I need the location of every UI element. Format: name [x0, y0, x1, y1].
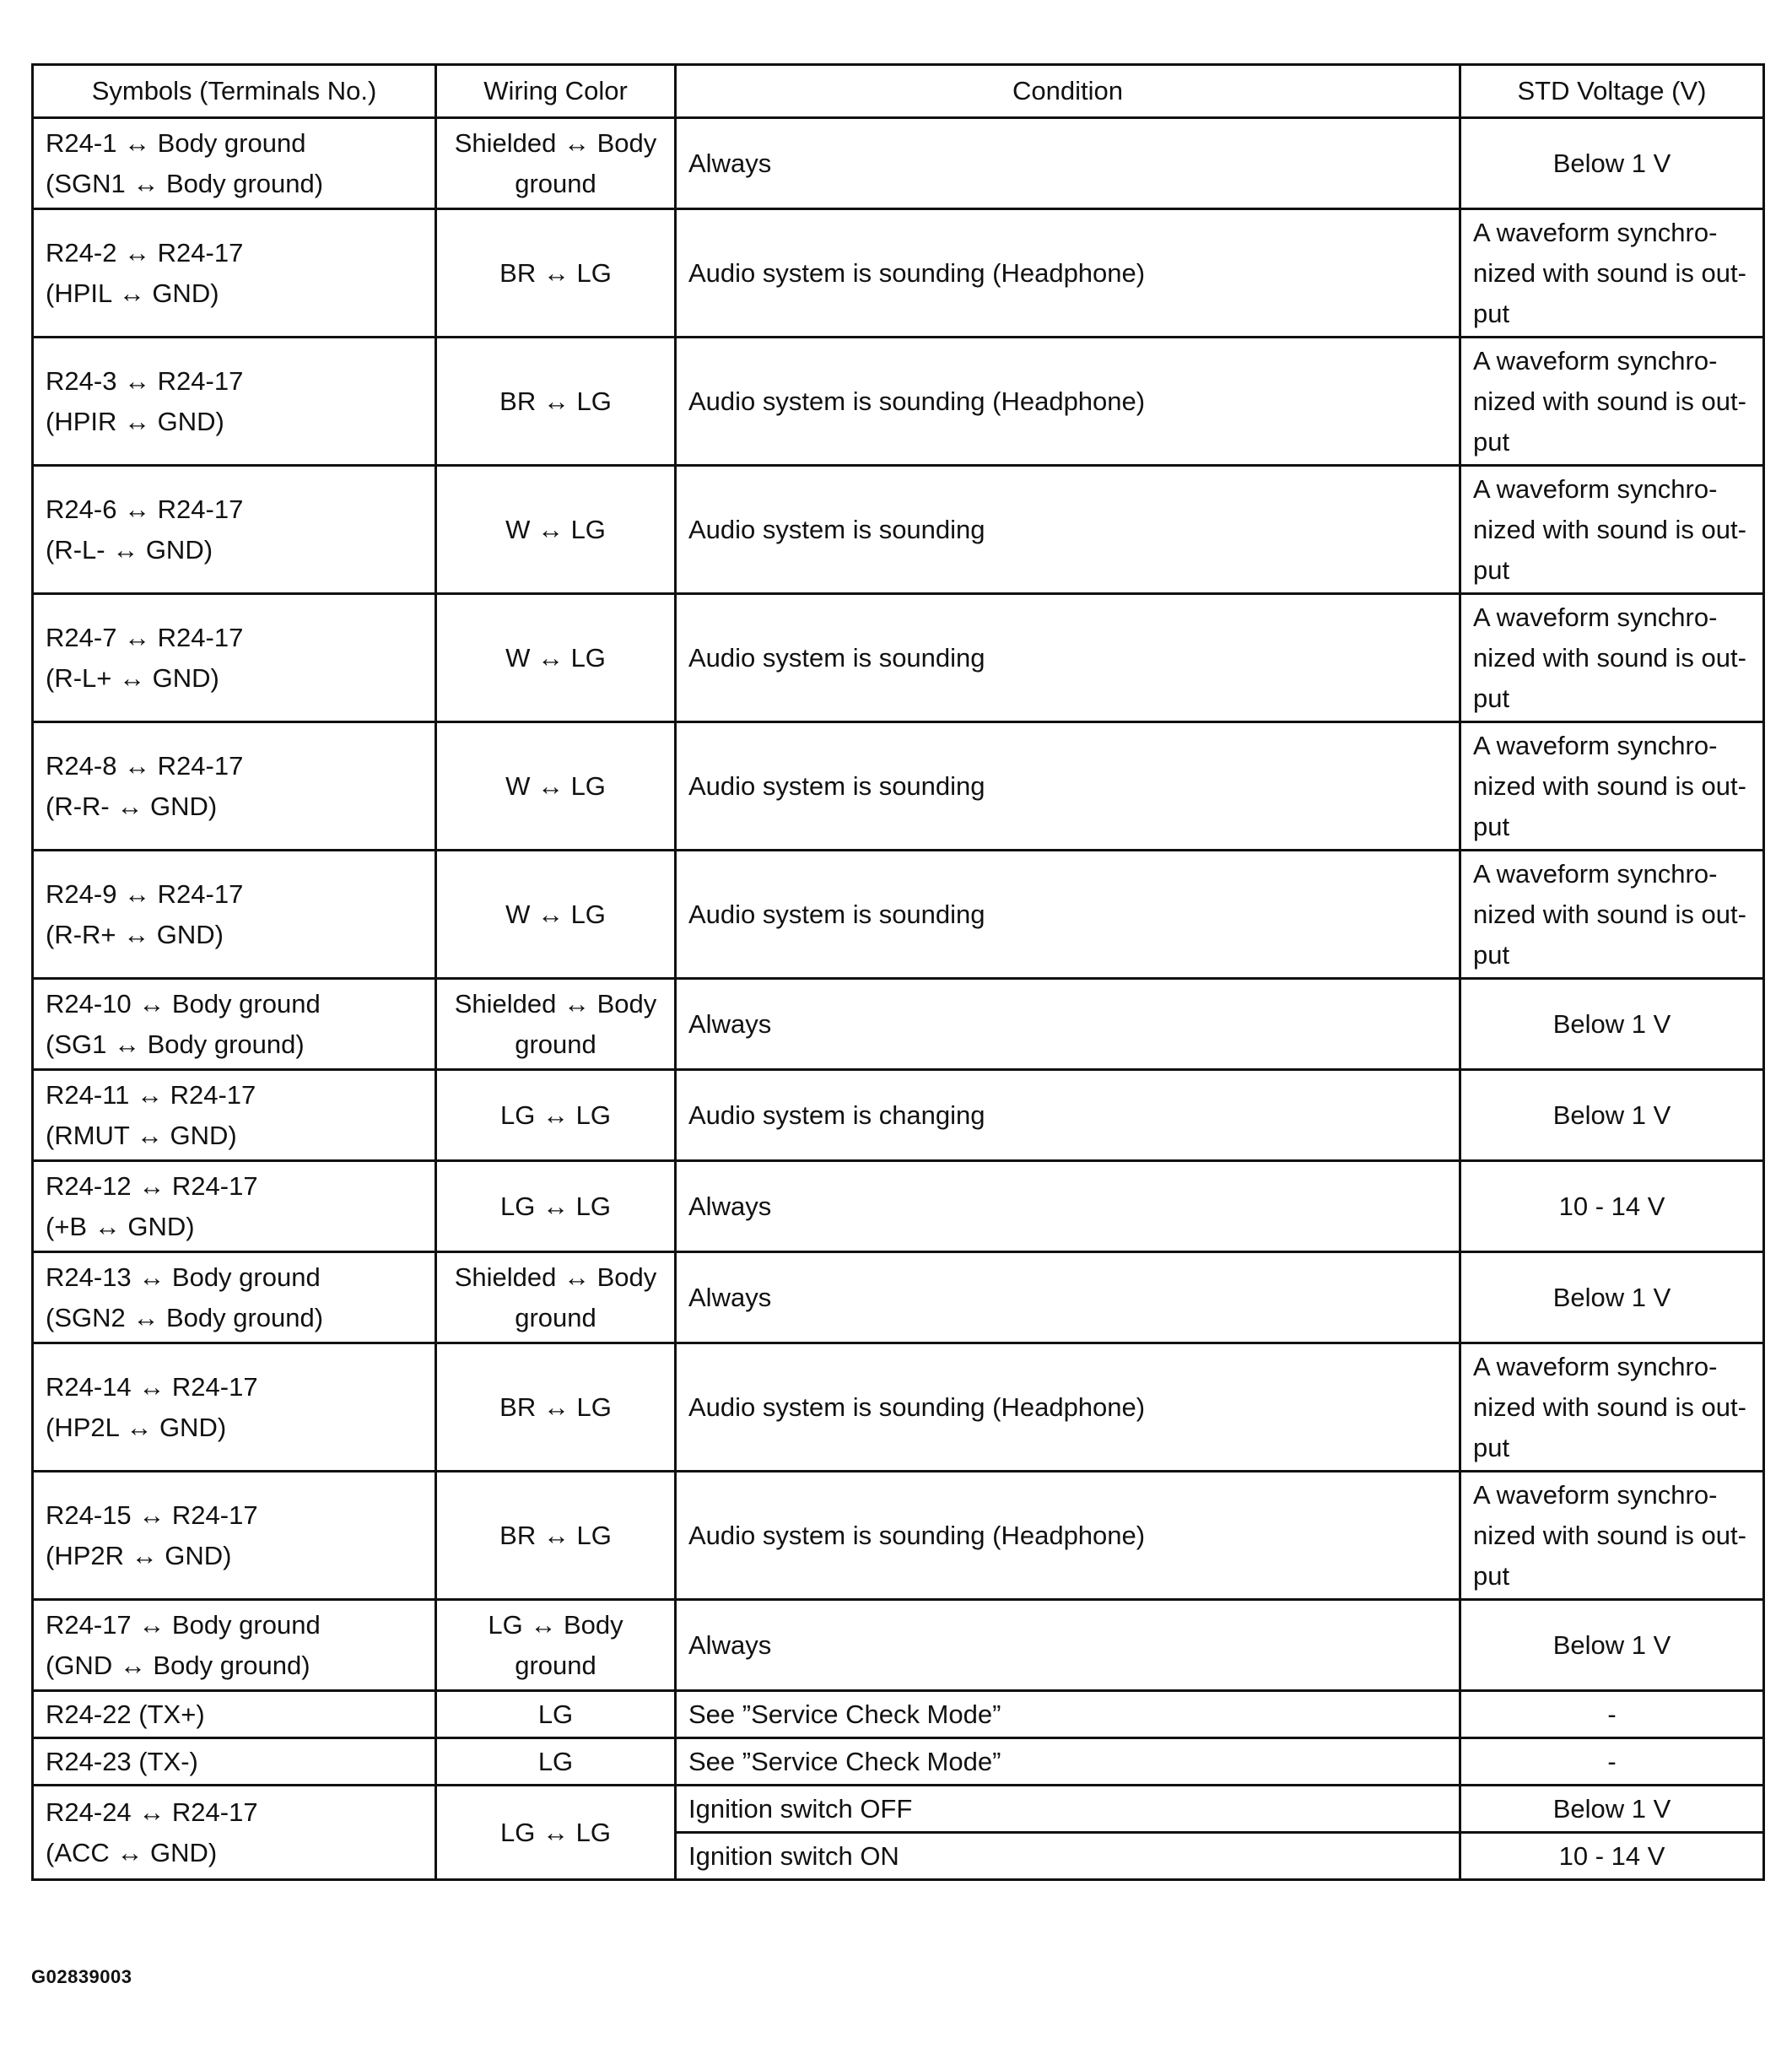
- table-row: [33, 118, 1764, 209]
- symbol-line: R24-15 ↔ R24-17: [46, 1500, 258, 1530]
- table-row: [33, 722, 1764, 851]
- condition-cell: Audio system is sounding (Headphone): [676, 338, 1460, 466]
- table-row: [33, 1070, 1764, 1161]
- wiring-color-line: Shielded ↔ Body: [454, 127, 657, 158]
- std-voltage-line: nized with sound is out-: [1473, 1391, 1746, 1422]
- symbol-cell: [33, 1161, 436, 1252]
- symbol-cell: [33, 1343, 436, 1472]
- symbol-line: (+B ↔ GND): [46, 1211, 195, 1241]
- table-header-row: [33, 65, 1764, 118]
- wiring-color-line: LG ↔ LG: [500, 1191, 611, 1221]
- symbol-line: R24-7 ↔ R24-17: [46, 622, 244, 652]
- wiring-color-cell: [436, 1161, 676, 1252]
- std-voltage-line: put: [1473, 298, 1510, 328]
- std-voltage-cell: [1460, 1472, 1764, 1600]
- wiring-color-line: ground: [515, 1650, 596, 1680]
- std-voltage-line: put: [1473, 1560, 1510, 1591]
- std-voltage-cell: [1460, 118, 1764, 209]
- symbol-cell: [33, 1738, 436, 1786]
- wiring-color-cell: [436, 1600, 676, 1691]
- wiring-color-cell: [436, 722, 676, 851]
- symbol-line: (R-L- ↔ GND): [46, 534, 213, 565]
- table-row: [33, 1252, 1764, 1343]
- symbol-line: (HP2L ↔ GND): [46, 1412, 227, 1442]
- symbol-cell: [33, 594, 436, 722]
- condition-cell: Audio system is sounding: [676, 466, 1460, 594]
- std-voltage-line: nized with sound is out-: [1473, 899, 1746, 929]
- std-voltage-line: A waveform synchro-: [1473, 1479, 1718, 1510]
- std-voltage-line: put: [1473, 811, 1510, 841]
- condition-cell: Audio system is changing: [676, 1070, 1460, 1161]
- std-voltage-cell: 10 - 14 V: [1460, 1833, 1764, 1880]
- condition-cell: Always: [676, 979, 1460, 1070]
- table-row: [33, 1161, 1764, 1252]
- header-wiring-color: Wiring Color: [436, 65, 676, 118]
- std-voltage-cell: [1460, 1691, 1764, 1738]
- terminal-voltage-table: [31, 63, 1765, 1881]
- wiring-color-cell: [436, 1472, 676, 1600]
- wiring-color-line: W ↔ LG: [505, 770, 606, 801]
- wiring-color-line: Shielded ↔ Body: [454, 1262, 657, 1292]
- symbol-line: R24-17 ↔ Body ground: [46, 1609, 321, 1640]
- symbol-line: (SGN2 ↔ Body ground): [46, 1302, 324, 1332]
- std-voltage-line: Below 1 V: [1552, 1282, 1671, 1312]
- condition-cell: Audio system is sounding: [676, 851, 1460, 979]
- std-voltage-line: put: [1473, 683, 1510, 713]
- condition-cell: Always: [676, 118, 1460, 209]
- symbol-line: (HPIR ↔ GND): [46, 406, 224, 436]
- std-voltage-cell: [1460, 466, 1764, 594]
- std-voltage-cell: [1460, 338, 1764, 466]
- table-row: [33, 851, 1764, 979]
- std-voltage-line: A waveform synchro-: [1473, 345, 1718, 376]
- std-voltage-line: nized with sound is out-: [1473, 514, 1746, 544]
- symbol-line: R24-2 ↔ R24-17: [46, 237, 244, 267]
- std-voltage-cell: [1460, 1343, 1764, 1472]
- condition-cell: See ”Service Check Mode”: [676, 1691, 1460, 1738]
- symbol-line: (R-R- ↔ GND): [46, 791, 218, 821]
- symbol-line: R24-3 ↔ R24-17: [46, 365, 244, 396]
- std-voltage-cell: [1460, 1252, 1764, 1343]
- header-condition: Condition: [676, 65, 1460, 118]
- wiring-color-cell: [436, 1786, 676, 1880]
- wiring-color-line: LG ↔ Body: [488, 1609, 623, 1640]
- wiring-color-line: LG: [537, 1746, 574, 1776]
- symbol-cell: [33, 338, 436, 466]
- wiring-color-line: BR ↔ LG: [499, 1391, 612, 1422]
- wiring-color-cell: [436, 1252, 676, 1343]
- std-voltage-cell: [1460, 722, 1764, 851]
- std-voltage-line: 10 - 14 V: [1558, 1191, 1665, 1221]
- table-row: [33, 1786, 1764, 1833]
- symbol-line: (R-R+ ↔ GND): [46, 919, 224, 949]
- wiring-color-cell: [436, 1343, 676, 1472]
- std-voltage-line: Below 1 V: [1552, 1100, 1671, 1130]
- wiring-color-line: W ↔ LG: [505, 642, 606, 673]
- table-row: [33, 466, 1764, 594]
- condition-cell: Always: [676, 1600, 1460, 1691]
- std-voltage-cell: [1460, 1070, 1764, 1161]
- symbol-line: (RMUT ↔ GND): [46, 1120, 237, 1150]
- table-row: [33, 1738, 1764, 1786]
- condition-cell: Ignition switch ON: [676, 1833, 1460, 1880]
- wiring-color-cell: [436, 594, 676, 722]
- symbol-line: (HP2R ↔ GND): [46, 1540, 232, 1570]
- symbol-line: R24-9 ↔ R24-17: [46, 878, 244, 909]
- wiring-color-line: LG ↔ LG: [500, 1817, 611, 1847]
- wiring-color-line: BR ↔ LG: [499, 1520, 612, 1550]
- wiring-color-line: ground: [515, 1302, 596, 1332]
- std-voltage-cell: [1460, 1600, 1764, 1691]
- table-row: [33, 209, 1764, 338]
- std-voltage-line: -: [1607, 1746, 1617, 1776]
- symbol-cell: [33, 1600, 436, 1691]
- wiring-color-line: LG ↔ LG: [500, 1100, 611, 1130]
- std-voltage-cell: [1460, 1161, 1764, 1252]
- condition-cell: Audio system is sounding (Headphone): [676, 209, 1460, 338]
- symbol-cell: [33, 851, 436, 979]
- std-voltage-cell: [1460, 594, 1764, 722]
- condition-cell: Audio system is sounding: [676, 594, 1460, 722]
- symbol-line: (R-L+ ↔ GND): [46, 662, 219, 693]
- symbol-line: R24-10 ↔ Body ground: [46, 988, 321, 1019]
- std-voltage-line: nized with sound is out-: [1473, 257, 1746, 288]
- condition-cell: Ignition switch OFF: [676, 1786, 1460, 1833]
- wiring-color-cell: [436, 209, 676, 338]
- std-voltage-line: nized with sound is out-: [1473, 642, 1746, 673]
- symbol-cell: [33, 1472, 436, 1600]
- symbol-line: R24-1 ↔ Body ground: [46, 127, 306, 158]
- std-voltage-line: put: [1473, 1432, 1510, 1462]
- table-row: [33, 338, 1764, 466]
- wiring-color-cell: [436, 338, 676, 466]
- symbol-line: (HPIL ↔ GND): [46, 278, 219, 308]
- symbol-cell: [33, 1691, 436, 1738]
- std-voltage-cell: [1460, 1738, 1764, 1786]
- figure-code: G02839003: [31, 1966, 132, 1987]
- wiring-color-line: Shielded ↔ Body: [454, 988, 657, 1019]
- std-voltage-line: put: [1473, 554, 1510, 585]
- symbol-line: R24-22 (TX+): [46, 1699, 205, 1729]
- std-voltage-cell: [1460, 979, 1764, 1070]
- std-voltage-line: A waveform synchro-: [1473, 1351, 1718, 1381]
- std-voltage-line: A waveform synchro-: [1473, 730, 1718, 760]
- symbol-line: R24-23 (TX-): [46, 1746, 198, 1776]
- std-voltage-line: A waveform synchro-: [1473, 473, 1718, 504]
- condition-cell: Audio system is sounding (Headphone): [676, 1472, 1460, 1600]
- condition-cell: Always: [676, 1252, 1460, 1343]
- symbol-cell: [33, 1252, 436, 1343]
- table-row: [33, 1472, 1764, 1600]
- std-voltage-line: Below 1 V: [1552, 1629, 1671, 1660]
- symbol-cell: [33, 118, 436, 209]
- symbol-cell: [33, 979, 436, 1070]
- wiring-color-line: ground: [515, 1029, 596, 1059]
- symbol-line: (ACC ↔ GND): [46, 1837, 218, 1867]
- symbol-line: R24-13 ↔ Body ground: [46, 1262, 321, 1292]
- condition-cell: Audio system is sounding: [676, 722, 1460, 851]
- symbol-line: R24-14 ↔ R24-17: [46, 1371, 258, 1402]
- symbol-cell: [33, 1786, 436, 1880]
- condition-cell: Audio system is sounding (Headphone): [676, 1343, 1460, 1472]
- wiring-color-cell: [436, 1070, 676, 1161]
- std-voltage-line: nized with sound is out-: [1473, 770, 1746, 801]
- symbol-line: R24-6 ↔ R24-17: [46, 494, 244, 524]
- symbol-line: R24-24 ↔ R24-17: [46, 1797, 258, 1827]
- std-voltage-line: -: [1607, 1699, 1617, 1729]
- wiring-color-cell: [436, 118, 676, 209]
- symbol-line: R24-12 ↔ R24-17: [46, 1170, 258, 1201]
- std-voltage-line: nized with sound is out-: [1473, 1520, 1746, 1550]
- wiring-color-cell: [436, 1738, 676, 1786]
- wiring-color-cell: [436, 979, 676, 1070]
- std-voltage-line: A waveform synchro-: [1473, 217, 1718, 247]
- wiring-color-cell: [436, 1691, 676, 1738]
- table-row: [33, 1600, 1764, 1691]
- wiring-color-line: LG: [537, 1699, 574, 1729]
- std-voltage-line: Below 1 V: [1552, 148, 1671, 178]
- header-std-voltage: STD Voltage (V): [1460, 65, 1764, 118]
- table-row: [33, 979, 1764, 1070]
- symbol-cell: [33, 1070, 436, 1161]
- std-voltage-line: Below 1 V: [1552, 1008, 1671, 1039]
- symbol-cell: [33, 209, 436, 338]
- std-voltage-cell: Below 1 V: [1460, 1786, 1764, 1833]
- table-row: [33, 594, 1764, 722]
- symbol-line: R24-8 ↔ R24-17: [46, 750, 244, 781]
- std-voltage-line: nized with sound is out-: [1473, 386, 1746, 416]
- condition-cell: Always: [676, 1161, 1460, 1252]
- std-voltage-cell: [1460, 851, 1764, 979]
- std-voltage-cell: [1460, 209, 1764, 338]
- symbol-cell: [33, 466, 436, 594]
- table-row: [33, 1691, 1764, 1738]
- wiring-color-line: BR ↔ LG: [499, 386, 612, 416]
- symbol-line: (SGN1 ↔ Body ground): [46, 168, 324, 198]
- std-voltage-line: put: [1473, 939, 1510, 970]
- wiring-color-cell: [436, 466, 676, 594]
- symbol-cell: [33, 722, 436, 851]
- symbol-line: (SG1 ↔ Body ground): [46, 1029, 305, 1059]
- symbol-line: (GND ↔ Body ground): [46, 1650, 310, 1680]
- wiring-color-line: BR ↔ LG: [499, 257, 612, 288]
- wiring-color-line: W ↔ LG: [505, 514, 606, 544]
- std-voltage-line: put: [1473, 426, 1510, 457]
- wiring-color-line: ground: [515, 168, 596, 198]
- header-symbols: Symbols (Terminals No.): [33, 65, 436, 118]
- wiring-color-line: W ↔ LG: [505, 899, 606, 929]
- condition-cell: See ”Service Check Mode”: [676, 1738, 1460, 1786]
- std-voltage-line: A waveform synchro-: [1473, 602, 1718, 632]
- table-row: [33, 1343, 1764, 1472]
- wiring-color-cell: [436, 851, 676, 979]
- symbol-line: R24-11 ↔ R24-17: [46, 1079, 256, 1110]
- std-voltage-line: A waveform synchro-: [1473, 858, 1718, 889]
